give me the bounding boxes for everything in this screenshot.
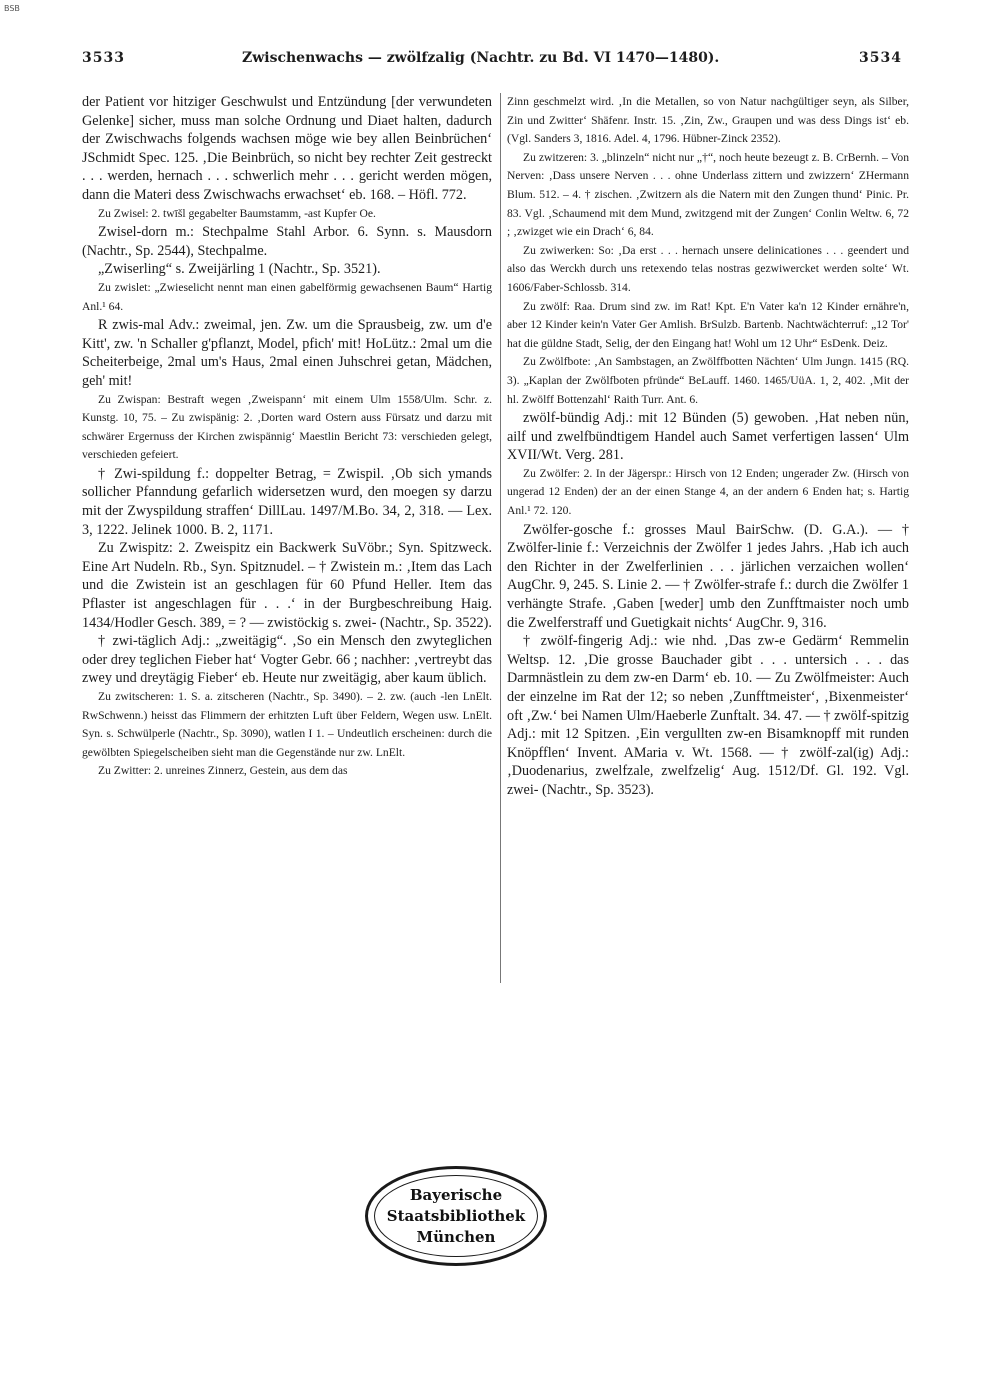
entry-paragraph: zwölf-bündig Adj.: mit 12 Bünden (5) gewoben. ‚Hat neben nün, ailf und zwelfbündtigem Handel auch Samet verfertigen lassen‘ Ulm XVII/Wt. Verg. 281.: [507, 410, 909, 464]
entry-paragraph: „Zwiserling“ s. Zweijärling 1 (Nachtr., Sp. 3521).: [98, 261, 381, 278]
library-stamp: [365, 1166, 547, 1266]
entry-paragraph: Zu zwitzeren: 3. „blinzeln“ nicht nur „†“, noch heute bezeugt z. B. CrBernh. – Von Nerven: ‚Dass unsere Nerven . . . ohne Underlass zittern und zwizzern‘ ZHermann Blum. 512. – 4. † zischen. ‚Zwitzern als die Natern mit den Zungen thund‘ Pinic. Pr. 83. Vgl. ‚Schaumend mit dem Mund, zwitzgend mit der Zungen‘ Conlin Weltw. 6, 72 ; ‚zwizget wie ein Drach‘ 6, 84.: [507, 150, 909, 239]
left-column: [82, 93, 492, 781]
entry-paragraph: Zinn geschmelzt wird. ‚In die Metallen, so von Natur nachgültiger seyn, als Silber, Zin und Zwitter‘ Shäfenr. Instr. 15. ‚Zin, Zw., Graupen und was dess Dings ist‘ eb. (Vgl. Sanders 3, 1816. Adel. 4, 1796. Hübner-Zinck 2352).: [507, 95, 909, 146]
right-column: [500, 93, 909, 983]
running-head: Zwischenwachs — zwölfzalig (Nachtr. zu Bd. VI 1470—1480).: [242, 50, 720, 66]
entry-paragraph: Zu zwitscheren: 1. S. a. zitscheren (Nachtr., Sp. 3490). – 2. zw. (auch -len LnElt. RwSchwenn.) heisst das Flimmern der erhitzten Luft über Feldern, Wegen usw. LnElt. Syn. s. Schwülperle (Nachtr., Sp. 3090), watlen I 1. – Undeutlich erscheinen: durch die gewölbten Spiegelscheiben sieht man die Gegenstände nur zw. LnElt.: [82, 690, 492, 759]
library-mark: BSB: [4, 4, 20, 13]
entry-paragraph: Zu zwislet: „Zwieselicht nennt man einen gabelförmig gewachsenen Baum“ Hartig Anl.¹ 64.: [82, 280, 492, 313]
page-number-right: 3534: [859, 50, 902, 66]
entry-paragraph: Zu Zwispitz: 2. Zweispitz ein Backwerk SuVöbr.; Syn. Spitzweck. Eine Art Nudeln. Rb., Syn. Spitznudel. – † Zwistein m.: ‚Item das Lach und die Zwistein ist an geschlagen für 60 Pfund Heller. Item das Pflaster ist angeschlagen für . . .‘ in der Burgbeschreibung Haig. 1434/Hodler Gesch. 389, = ? — zwistöckig s. zwei- (Nachtr., Sp. 3522).: [82, 540, 492, 631]
entry-paragraph: Zu Zwitter: 2. unreines Zinnerz, Gestein, aus dem das: [98, 764, 348, 778]
entry-paragraph: R zwis-mal Adv.: zweimal, jen. Zw. um die Sprausbeig, zw. um d'e Kitt', zw. 'n Schaller g'pflanzt, Model, pfich' mit! HoLütz.: 2mal um die Scheiterbeige, 2mal um's Haus, 2mal einen Juhschrei getan, Mädchen, geh' mit!: [82, 317, 492, 389]
entry-paragraph: Zu Zwölfbote: ‚An Sambstagen, an Zwölffbotten Nächten‘ Ulm Jungn. 1415 (RQ. 3). „Kaplan der Zwölfboten pfründe“ BeLauff. 1460. 1465/UüA. 1, 2, 402. ‚Mit der hl. Zwölff Bottenzahl‘ Raith Turr. Ant. 6.: [507, 355, 909, 406]
stamp-line: Staatsbibliothek: [386, 1206, 526, 1225]
entry-paragraph: † Zwi-spildung f.: doppelter Betrag, = Zwispil. ‚Ob sich ymands sollicher Pfanndung gefarlich widersetzen wurd, den moegen sy darzu mit der Zwyspildung straffen‘ DillLau. 1497/M.Bo. 34, 2, 318. — Lex. 3, 1222. Jelinek 1000. B. 2, 1171.: [82, 465, 492, 538]
entry-paragraph: der Patient vor hitziger Geschwulst und Entzündung [der verwundeten Gelenke] sicher, muss man solche Ordnung und Diaet halten, dadurch der Zwischwachs folgends wachsen möge wie bey allen Beinbrüchen‘ JSchmidt Spec. 125. ‚Die Beinbrüch, so nicht bey rechter Zeit gestreckt . . . werden, hernach . . . schwerlich mehr . . . gericht werden mögen, dann die Materi dess Zwischwachs erwachset‘ eb. 168. – Höfl. 772.: [82, 94, 492, 203]
page-header: [82, 50, 902, 72]
entry-paragraph: † zwi-täglich Adj.: „zweitägig“. ‚So ein Mensch den zwyteglichen oder drey teglichen Fieber hat‘ Vogter Gebr. 66 ; nachher: ‚vertreybt das zwey und dreytägig Fieber‘ eb. Heute nur zweitägig, aber kaum üblich.: [82, 633, 492, 687]
entry-paragraph: Zwisel-dorn m.: Stechpalme Stahl Arbor. 6. Synn. s. Mausdorn (Nachtr., Sp. 2544), Stechpalme.: [82, 224, 492, 259]
entry-paragraph: † zwölf-fingerig Adj.: wie nhd. ‚Das zw-e Gedärm‘ Remmelin Weltsp. 12. ‚Die grosse Bauchader gibt . . . untersich . . . das Darmnästlein zu dem zw-en Darm‘ eb. 10. — Zu Zwölfmeister: Auch der einzelne im Rat der 12; so neben ‚Zunfftmeister‘, ‚Bixenmeister‘ oft ‚Zw.‘ bei Namen Ulm/Haeberle Zunftalt. 34. 47. — † zwölf-spitzig Adj.: mit 12 Spitzen. ‚Ein vergullten zw-en Bisamknopff mit runden Knöpfflen‘ Invent. AMaria v. Wt. 1568. — † zwölf-zal(ig) Adj.: ‚Duodenarius, zwelfzale, zwelfzelig‘ Aug. 1512/Df. Gl. 192. Vgl. zwei- (Nachtr., Sp. 3523).: [507, 633, 909, 798]
entry-paragraph: Zwölfer-gosche f.: grosses Maul BairSchw. (D. G.A.). — † Zwölfer-linie f.: Verzeichnis der Zwölfer 1 jedes Jahrs. ‚Hab ich auch den Richter in der Zwelferlinien . . . järlichen verzaichen wollen‘ AugChr. 9, 245. S. Linie 2. — † Zwölfer-strafe f.: durch die Zwölfer 1 verhängte Strafe. ‚Gaben [weder] umb den Zunfftmaister noch umb die Zwelferstraff und Guetigkait nichts‘ AugChr. 9, 316.: [507, 521, 909, 631]
entry-paragraph: Zu Zwisel: 2. twīšl gegabelter Baumstamm, -ast Kupfer Oe.: [98, 206, 376, 220]
stamp-line: Bayerische: [409, 1185, 503, 1204]
entry-paragraph: Zu zwiwerken: So: ‚Da erst . . . hernach unsere delinicationes . . . geendert und also das Werckh durch uns retexendo telas nostras gezwiwercket werden solte‘ Wt. 1606/Faber-Schlossb. 314.: [507, 243, 909, 294]
entry-paragraph: Zu zwölf: Raa. Drum sind zw. im Rat! Kpt. E'n Vater ka'n 12 Kinder ernähre'n, aber 12 Kinder kein'n Vater Ger Amlish. BrSulzb. Bartenb. Nachtwächterruf: „12 Tor' hat die güldne Stadt, Selig, der den Eingang hat! Wohl um 12 Uhr“ EsDenk. Deiz.: [507, 299, 909, 350]
stamp-line: München: [416, 1227, 496, 1246]
page-number-left: 3533: [82, 50, 125, 66]
entry-paragraph: Zu Zwispan: Bestraft wegen ‚Zweispann‘ mit einem Ulm 1558/Ulm. Schr. z. Kunstg. 10, 75. – Zu zwispänig: 2. ‚Dorten ward Ostern auss Fürsatz und darzu mit schwärer Ergernuss der Kirchen zwispännig‘ Maestlin Bericht 73: verschieden gelegt, verschieden gefeiert.: [82, 392, 492, 462]
entry-paragraph: Zu Zwölfer: 2. In der Jägerspr.: Hirsch von 12 Enden; ungerader Zw. (Hirsch von ungerad 12 Enden) der an der einen Stange 4, an der andern 6 Enden hat; s. Hartig Anl.¹ 72. 120.: [507, 466, 909, 518]
